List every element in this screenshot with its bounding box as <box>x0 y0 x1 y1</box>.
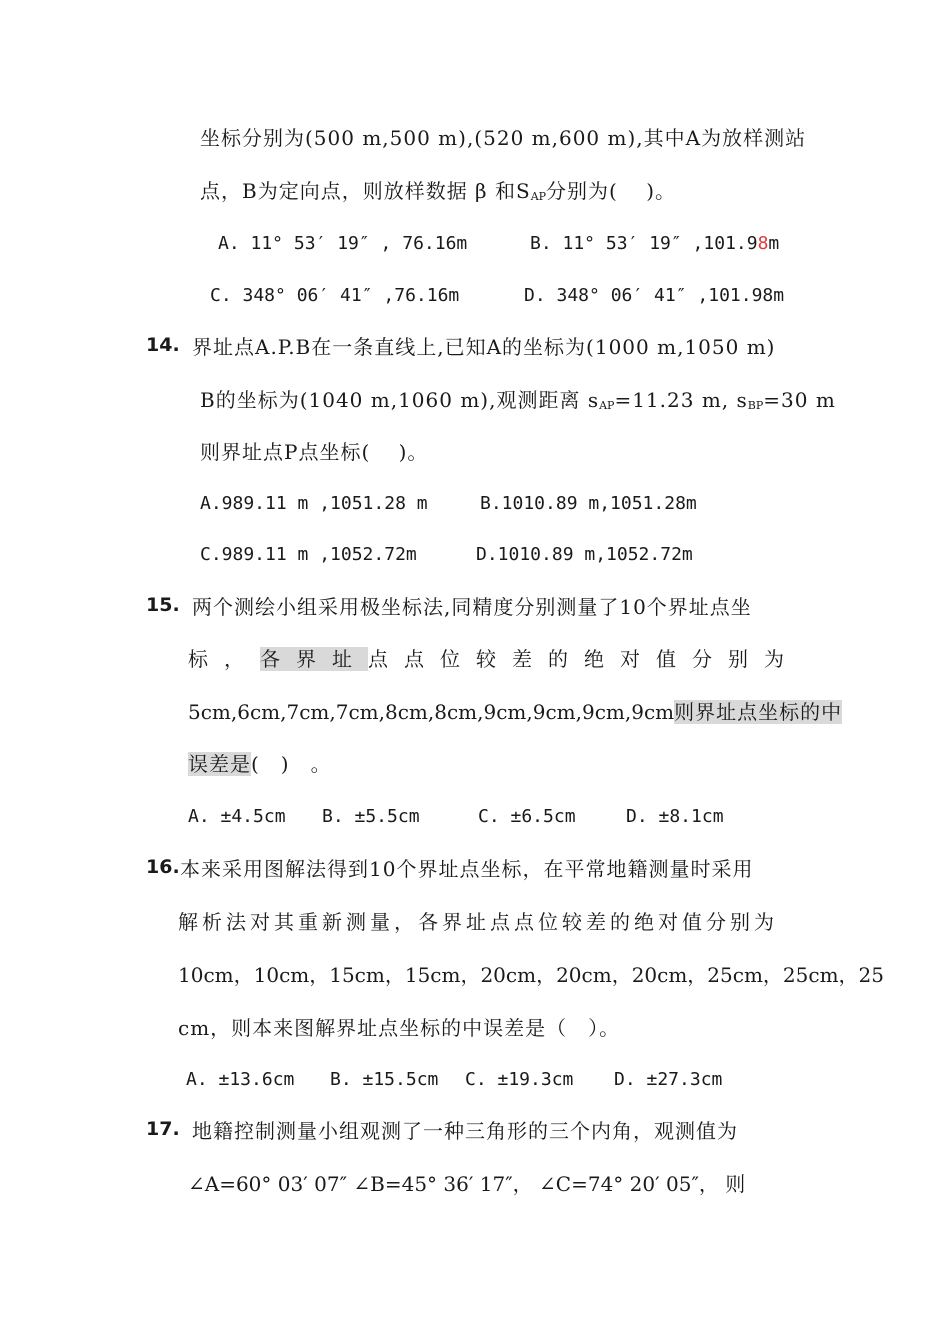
highlighted-text: 误差是 <box>188 752 251 776</box>
q13-option-b: B. 11° 53′ 19″ ,101.98m <box>530 233 780 254</box>
q16-number: 16. <box>146 856 180 878</box>
q14-line-3: 则界址点P点坐标( )。 <box>200 440 429 464</box>
q15-line-2: 标，各界址点点位较差的绝对值分别为 <box>188 647 800 671</box>
q15-option-d: D. ±8.1cm <box>626 806 724 827</box>
q16-line-4: cm，则本来图解界址点坐标的中误差是（ ）。 <box>178 1016 621 1040</box>
q16-line-2: 解析法对其重新测量，各界址点点位较差的绝对值分别为 <box>178 910 778 934</box>
q15-option-b: B. ±5.5cm <box>322 806 420 827</box>
highlighted-text: 各界址 <box>260 647 368 671</box>
q16-option-c: C. ±19.3cm <box>465 1069 574 1090</box>
q17-line-1: 地籍控制测量小组观测了一种三角形的三个内角，观测值为 <box>192 1119 738 1143</box>
q16-option-b: B. ±15.5cm <box>330 1069 439 1090</box>
q14-option-b: B.1010.89 m,1051.28m <box>480 493 697 514</box>
q15-line-3: 5cm,6cm,7cm,7cm,8cm,8cm,9cm,9cm,9cm,9cm则界址点坐标的中 <box>188 700 843 724</box>
highlighted-digit: 8 <box>757 233 769 254</box>
q13-option-a: A. 11° 53′ 19″ , 76.16m <box>218 233 468 254</box>
q14-line-2: B的坐标为(1040 m,1060 m),观测距离 sAP=11.23 m, sBP=30 m <box>200 388 836 412</box>
q14-option-a: A.989.11 m ,1051.28 m <box>200 493 428 514</box>
q13-line-2: 点，B为定向点，则放样数据 β 和SAP分别为( )。 <box>200 179 677 203</box>
q16-option-d: D. ±27.3cm <box>614 1069 723 1090</box>
q15-line-1: 两个测绘小组采用极坐标法,同精度分别测量了10个界址点坐 <box>192 595 752 619</box>
q16-option-a: A. ±13.6cm <box>186 1069 295 1090</box>
q17-line-2: ∠A=60° 03′ 07″ ∠B=45° 36′ 17″， ∠C=74° 20′ 05″， 则 <box>188 1172 746 1196</box>
highlighted-text: 则界址点坐标的中 <box>674 700 843 724</box>
q16-line-1: 本来采用图解法得到10个界址点坐标，在平常地籍测量时采用 <box>180 857 754 881</box>
q16-line-3: 10cm，10cm，15cm，15cm，20cm，20cm，20cm，25cm，25cm，25 <box>178 963 884 987</box>
q15-number: 15. <box>146 594 180 616</box>
q15-option-a: A. ±4.5cm <box>188 806 286 827</box>
q15-option-c: C. ±6.5cm <box>478 806 576 827</box>
q17-number: 17. <box>146 1118 180 1140</box>
q14-number: 14. <box>146 334 180 356</box>
q14-line-1: 界址点A.P.B在一条直线上,已知A的坐标为(1000 m,1050 m) <box>192 335 776 359</box>
q13-option-d: D. 348° 06′ 41″ ,101.98m <box>524 285 785 306</box>
q14-option-c: C.989.11 m ,1052.72m <box>200 544 417 565</box>
q13-option-c: C. 348° 06′ 41″ ,76.16m <box>210 285 460 306</box>
q14-option-d: D.1010.89 m,1052.72m <box>476 544 693 565</box>
q15-line-4: 误差是( ) 。 <box>188 752 332 776</box>
q13-line-1: 坐标分别为(500 m,500 m),(520 m,600 m),其中A为放样测站 <box>200 126 807 150</box>
